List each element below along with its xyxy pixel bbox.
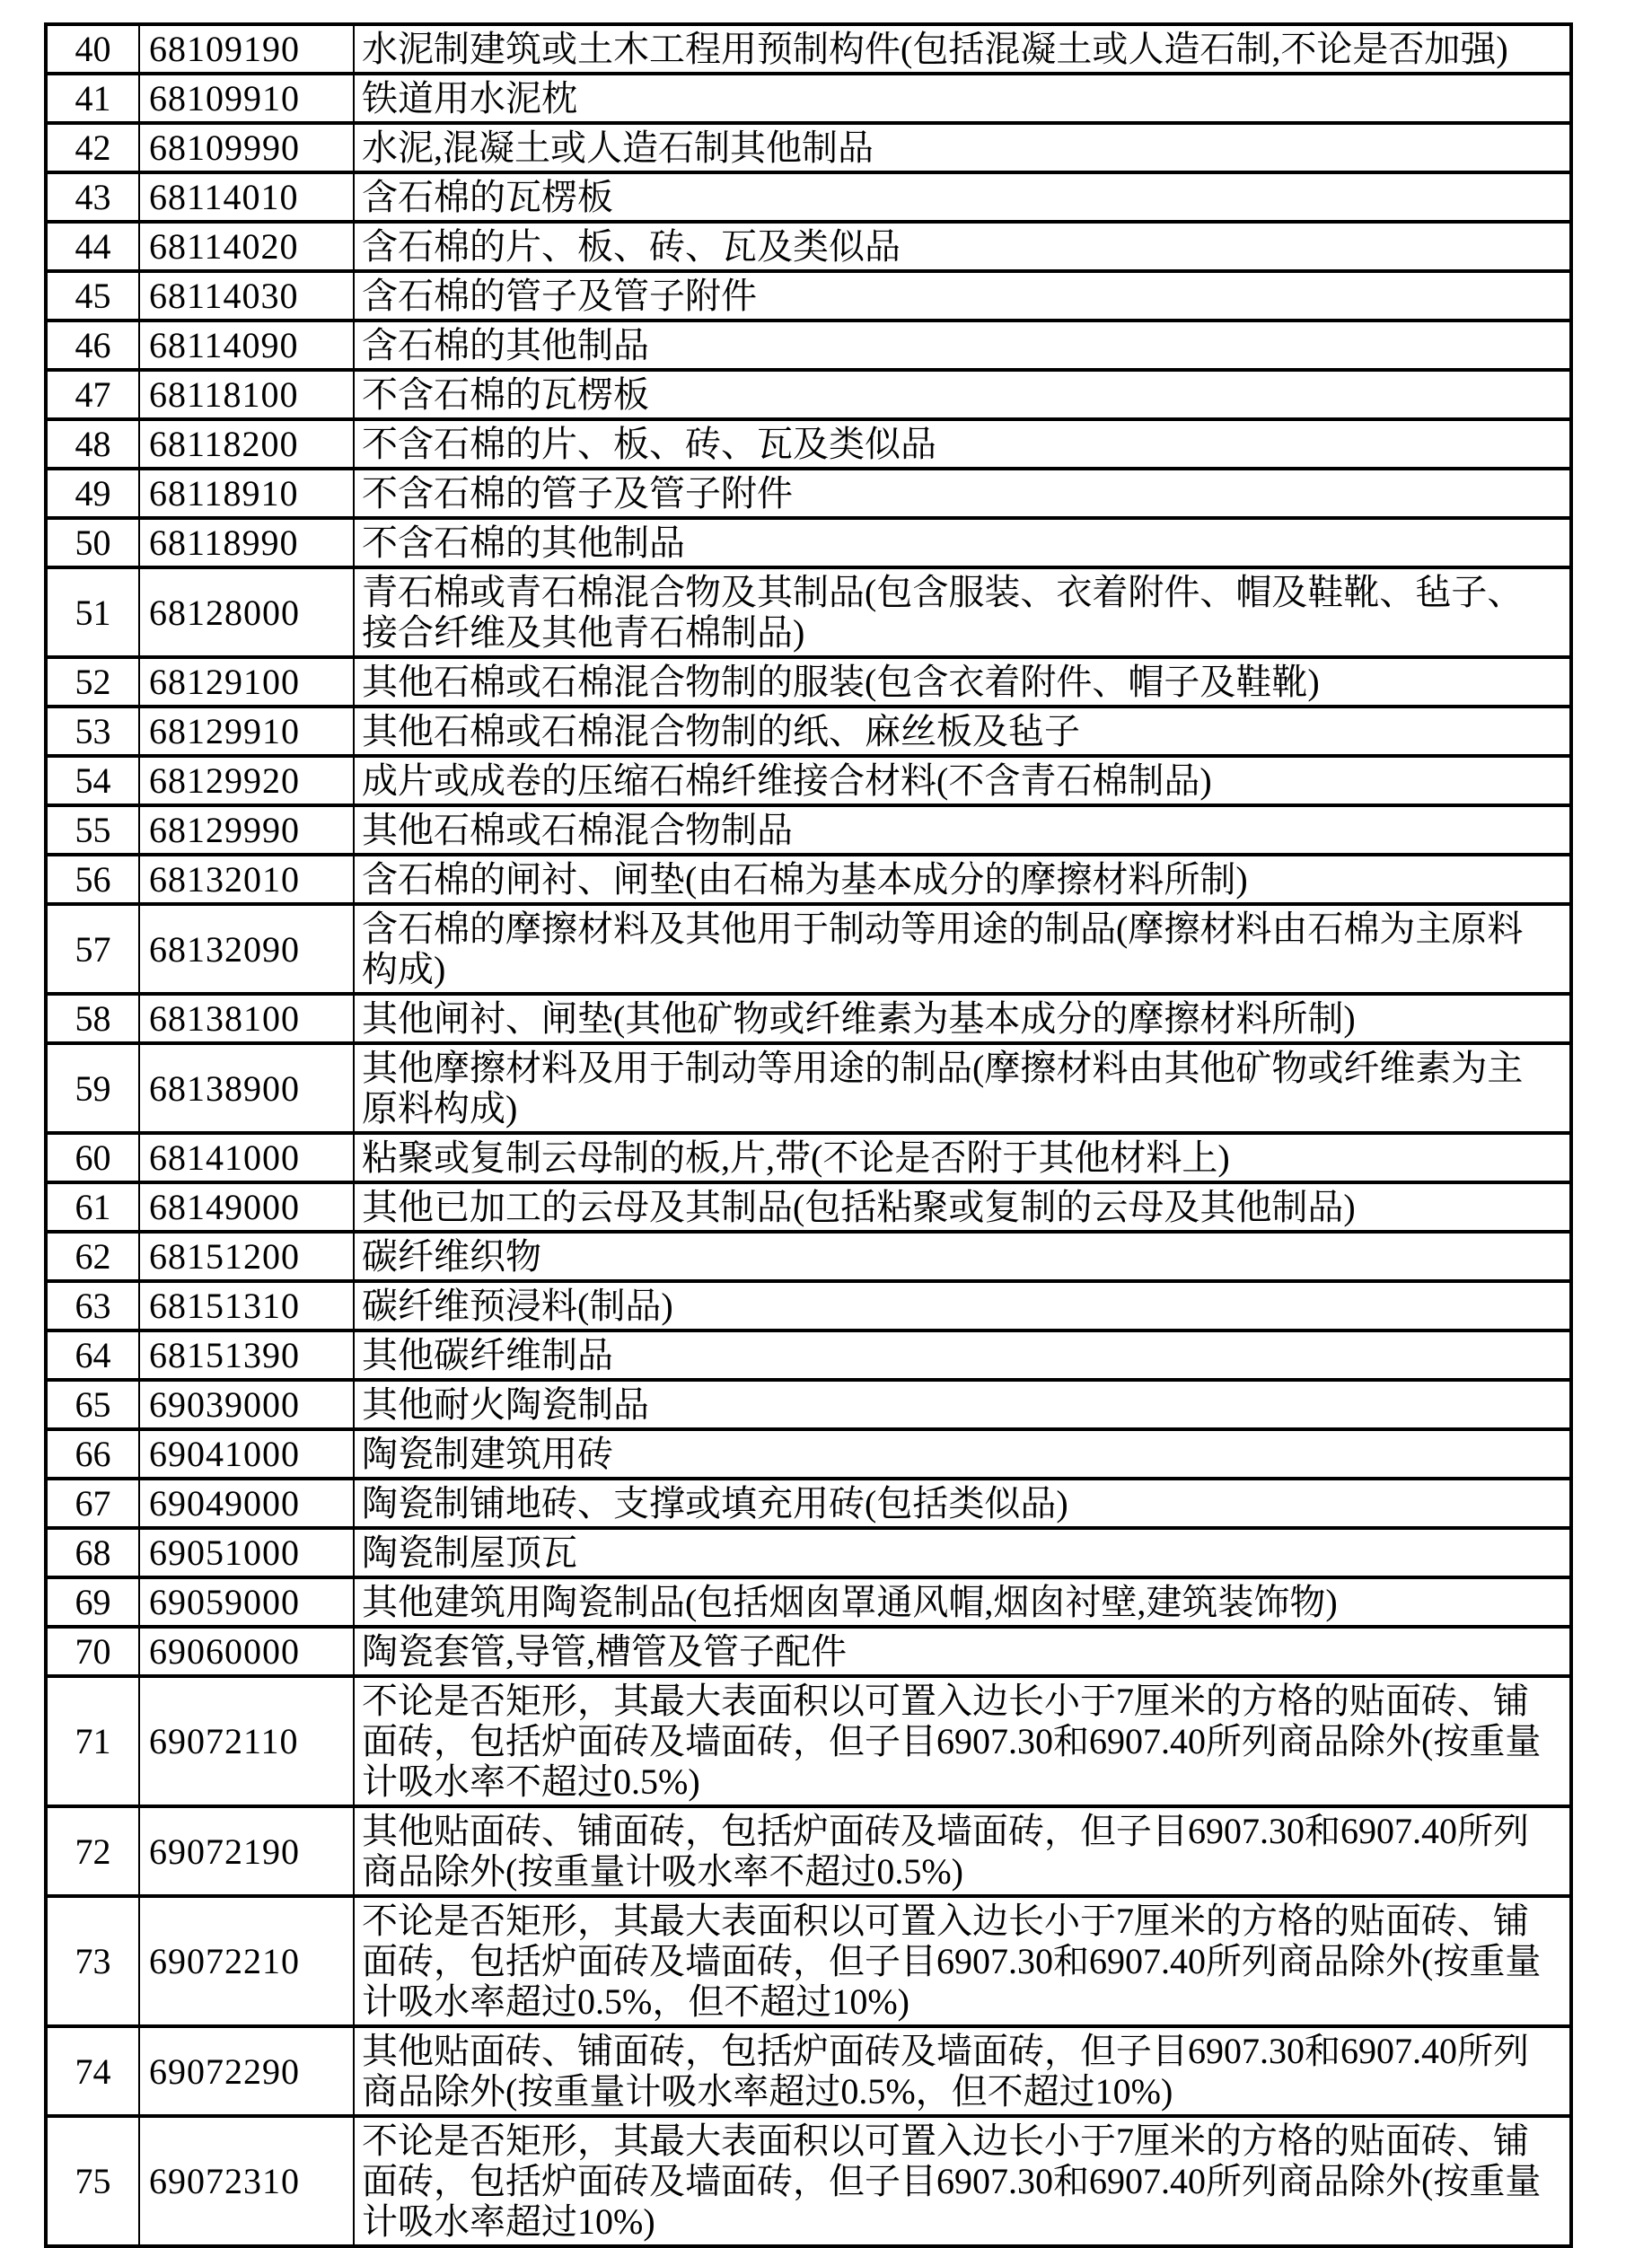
hs-code-cell: 68118910 (139, 469, 354, 518)
row-number-cell: 61 (46, 1182, 139, 1232)
description-cell: 其他石棉或石棉混合物制的纸、麻丝板及毡子 (354, 707, 1571, 756)
hs-code-cell: 68109190 (139, 24, 354, 74)
table-row (46, 1577, 1571, 1627)
hs-code-cell: 69072210 (139, 1896, 354, 2026)
description-cell: 青石棉或青石棉混合物及其制品(包含服装、衣着附件、帽及鞋靴、毡子、接合纤维及其他青石棉制品) (354, 567, 1571, 657)
row-number-cell: 50 (46, 518, 139, 567)
hs-code-cell: 68114010 (139, 172, 354, 222)
table-row (46, 172, 1571, 222)
description-cell: 水泥制建筑或土木工程用预制构件(包括混凝土或人造石制,不论是否加强) (354, 24, 1571, 74)
row-number-cell: 66 (46, 1429, 139, 1479)
description-cell: 含石棉的其他制品 (354, 321, 1571, 370)
table-row (46, 1133, 1571, 1182)
hs-code-cell: 68114020 (139, 222, 354, 271)
row-number-cell: 59 (46, 1043, 139, 1133)
description-cell: 铁道用水泥枕 (354, 74, 1571, 123)
hs-code-cell: 68109990 (139, 123, 354, 172)
description-cell: 其他已加工的云母及其制品(包括粘聚或复制的云母及其他制品) (354, 1182, 1571, 1232)
description-cell: 含石棉的闸衬、闸垫(由石棉为基本成分的摩擦材料所制) (354, 855, 1571, 904)
table-row (46, 904, 1571, 994)
row-number-cell: 68 (46, 1528, 139, 1577)
description-cell: 不含石棉的其他制品 (354, 518, 1571, 567)
row-number-cell: 44 (46, 222, 139, 271)
hs-code-cell: 68138900 (139, 1043, 354, 1133)
table-row (46, 1380, 1571, 1429)
description-cell: 不含石棉的瓦楞板 (354, 370, 1571, 419)
table-row (46, 2116, 1571, 2246)
table-row (46, 518, 1571, 567)
hs-code-cell: 68132010 (139, 855, 354, 904)
row-number-cell: 67 (46, 1479, 139, 1528)
page (44, 22, 1573, 2248)
table-row (46, 1182, 1571, 1232)
hs-code-cell: 68138100 (139, 994, 354, 1043)
table-row (46, 419, 1571, 469)
description-cell: 陶瓷套管,导管,槽管及管子配件 (354, 1627, 1571, 1676)
hs-code-cell: 68129910 (139, 707, 354, 756)
row-number-cell: 49 (46, 469, 139, 518)
description-cell: 碳纤维预浸料(制品) (354, 1281, 1571, 1330)
table-row (46, 1896, 1571, 2026)
row-number-cell: 71 (46, 1676, 139, 1806)
table-row (46, 756, 1571, 805)
table-row (46, 271, 1571, 321)
description-cell: 不论是否矩形，其最大表面积以可置入边长小于7厘米的方格的贴面砖、铺面砖，包括炉面砖及墙面砖，但子目6907.30和6907.40所列商品除外(按重量计吸水率超过10%) (354, 2116, 1571, 2246)
hs-code-cell: 69049000 (139, 1479, 354, 1528)
description-cell: 碳纤维织物 (354, 1232, 1571, 1281)
description-cell: 不论是否矩形，其最大表面积以可置入边长小于7厘米的方格的贴面砖、铺面砖，包括炉面砖及墙面砖，但子目6907.30和6907.40所列商品除外(按重量计吸水率超过0.5%，但不超过10%) (354, 1896, 1571, 2026)
row-number-cell: 43 (46, 172, 139, 222)
hs-code-cell: 68118990 (139, 518, 354, 567)
description-cell: 成片或成卷的压缩石棉纤维接合材料(不含青石棉制品) (354, 756, 1571, 805)
row-number-cell: 52 (46, 657, 139, 707)
table-row (46, 1806, 1571, 1896)
description-cell: 不含石棉的管子及管子附件 (354, 469, 1571, 518)
description-cell: 陶瓷制建筑用砖 (354, 1429, 1571, 1479)
hs-code-cell: 68129100 (139, 657, 354, 707)
table-row (46, 657, 1571, 707)
row-number-cell: 48 (46, 419, 139, 469)
hs-code-cell: 68151390 (139, 1330, 354, 1380)
row-number-cell: 64 (46, 1330, 139, 1380)
hs-code-cell: 68114090 (139, 321, 354, 370)
row-number-cell: 65 (46, 1380, 139, 1429)
table-row (46, 1330, 1571, 1380)
description-cell: 陶瓷制铺地砖、支撑或填充用砖(包括类似品) (354, 1479, 1571, 1528)
table-row (46, 469, 1571, 518)
table-row (46, 321, 1571, 370)
hs-code-cell: 69072310 (139, 2116, 354, 2246)
table-row (46, 567, 1571, 657)
description-cell: 含石棉的片、板、砖、瓦及类似品 (354, 222, 1571, 271)
description-cell: 水泥,混凝土或人造石制其他制品 (354, 123, 1571, 172)
table-row (46, 805, 1571, 855)
hs-code-cell: 68132090 (139, 904, 354, 994)
hs-code-cell: 68118200 (139, 419, 354, 469)
hs-code-cell: 68114030 (139, 271, 354, 321)
hs-code-cell: 69060000 (139, 1627, 354, 1676)
description-cell: 其他石棉或石棉混合物制的服装(包含衣着附件、帽子及鞋靴) (354, 657, 1571, 707)
description-cell: 含石棉的管子及管子附件 (354, 271, 1571, 321)
row-number-cell: 70 (46, 1627, 139, 1676)
table-row (46, 370, 1571, 419)
row-number-cell: 60 (46, 1133, 139, 1182)
hs-code-cell: 69041000 (139, 1429, 354, 1479)
row-number-cell: 56 (46, 855, 139, 904)
description-cell: 其他贴面砖、铺面砖，包括炉面砖及墙面砖，但子目6907.30和6907.40所列商品除外(按重量计吸水率超过0.5%，但不超过10%) (354, 2026, 1571, 2116)
table-row (46, 707, 1571, 756)
row-number-cell: 62 (46, 1232, 139, 1281)
hs-code-cell: 68141000 (139, 1133, 354, 1182)
hs-code-cell: 69039000 (139, 1380, 354, 1429)
tariff-table (44, 22, 1573, 2248)
description-cell: 不论是否矩形，其最大表面积以可置入边长小于7厘米的方格的贴面砖、铺面砖，包括炉面砖及墙面砖，但子目6907.30和6907.40所列商品除外(按重量计吸水率不超过0.5%) (354, 1676, 1571, 1806)
table-row (46, 855, 1571, 904)
description-cell: 其他碳纤维制品 (354, 1330, 1571, 1380)
hs-code-cell: 68129990 (139, 805, 354, 855)
row-number-cell: 72 (46, 1806, 139, 1896)
table-row (46, 1232, 1571, 1281)
hs-code-cell: 68109910 (139, 74, 354, 123)
table-row (46, 24, 1571, 74)
row-number-cell: 69 (46, 1577, 139, 1627)
hs-code-cell: 68151200 (139, 1232, 354, 1281)
table-row (46, 1043, 1571, 1133)
description-cell: 粘聚或复制云母制的板,片,带(不论是否附于其他材料上) (354, 1133, 1571, 1182)
row-number-cell: 41 (46, 74, 139, 123)
row-number-cell: 53 (46, 707, 139, 756)
description-cell: 含石棉的摩擦材料及其他用于制动等用途的制品(摩擦材料由石棉为主原料构成) (354, 904, 1571, 994)
table-row (46, 123, 1571, 172)
tariff-table-body (46, 24, 1571, 2246)
description-cell: 其他贴面砖、铺面砖，包括炉面砖及墙面砖，但子目6907.30和6907.40所列商品除外(按重量计吸水率不超过0.5%) (354, 1806, 1571, 1896)
table-row (46, 994, 1571, 1043)
description-cell: 含石棉的瓦楞板 (354, 172, 1571, 222)
hs-code-cell: 68129920 (139, 756, 354, 805)
table-row (46, 1676, 1571, 1806)
row-number-cell: 46 (46, 321, 139, 370)
hs-code-cell: 68149000 (139, 1182, 354, 1232)
row-number-cell: 74 (46, 2026, 139, 2116)
description-cell: 陶瓷制屋顶瓦 (354, 1528, 1571, 1577)
row-number-cell: 42 (46, 123, 139, 172)
description-cell: 其他石棉或石棉混合物制品 (354, 805, 1571, 855)
row-number-cell: 57 (46, 904, 139, 994)
description-cell: 其他闸衬、闸垫(其他矿物或纤维素为基本成分的摩擦材料所制) (354, 994, 1571, 1043)
table-row (46, 1528, 1571, 1577)
description-cell: 其他摩擦材料及用于制动等用途的制品(摩擦材料由其他矿物或纤维素为主原料构成) (354, 1043, 1571, 1133)
table-row (46, 1281, 1571, 1330)
row-number-cell: 75 (46, 2116, 139, 2246)
hs-code-cell: 68118100 (139, 370, 354, 419)
row-number-cell: 51 (46, 567, 139, 657)
hs-code-cell: 69059000 (139, 1577, 354, 1627)
table-row (46, 222, 1571, 271)
row-number-cell: 40 (46, 24, 139, 74)
description-cell: 其他建筑用陶瓷制品(包括烟囱罩通风帽,烟囱衬壁,建筑装饰物) (354, 1577, 1571, 1627)
row-number-cell: 63 (46, 1281, 139, 1330)
table-row (46, 2026, 1571, 2116)
description-cell: 其他耐火陶瓷制品 (354, 1380, 1571, 1429)
description-cell: 不含石棉的片、板、砖、瓦及类似品 (354, 419, 1571, 469)
hs-code-cell: 69051000 (139, 1528, 354, 1577)
row-number-cell: 55 (46, 805, 139, 855)
hs-code-cell: 68128000 (139, 567, 354, 657)
row-number-cell: 45 (46, 271, 139, 321)
hs-code-cell: 69072190 (139, 1806, 354, 1896)
table-row (46, 1479, 1571, 1528)
row-number-cell: 58 (46, 994, 139, 1043)
table-row (46, 1429, 1571, 1479)
row-number-cell: 47 (46, 370, 139, 419)
table-row (46, 74, 1571, 123)
hs-code-cell: 68151310 (139, 1281, 354, 1330)
table-row (46, 1627, 1571, 1676)
row-number-cell: 54 (46, 756, 139, 805)
row-number-cell: 73 (46, 1896, 139, 2026)
hs-code-cell: 69072110 (139, 1676, 354, 1806)
hs-code-cell: 69072290 (139, 2026, 354, 2116)
